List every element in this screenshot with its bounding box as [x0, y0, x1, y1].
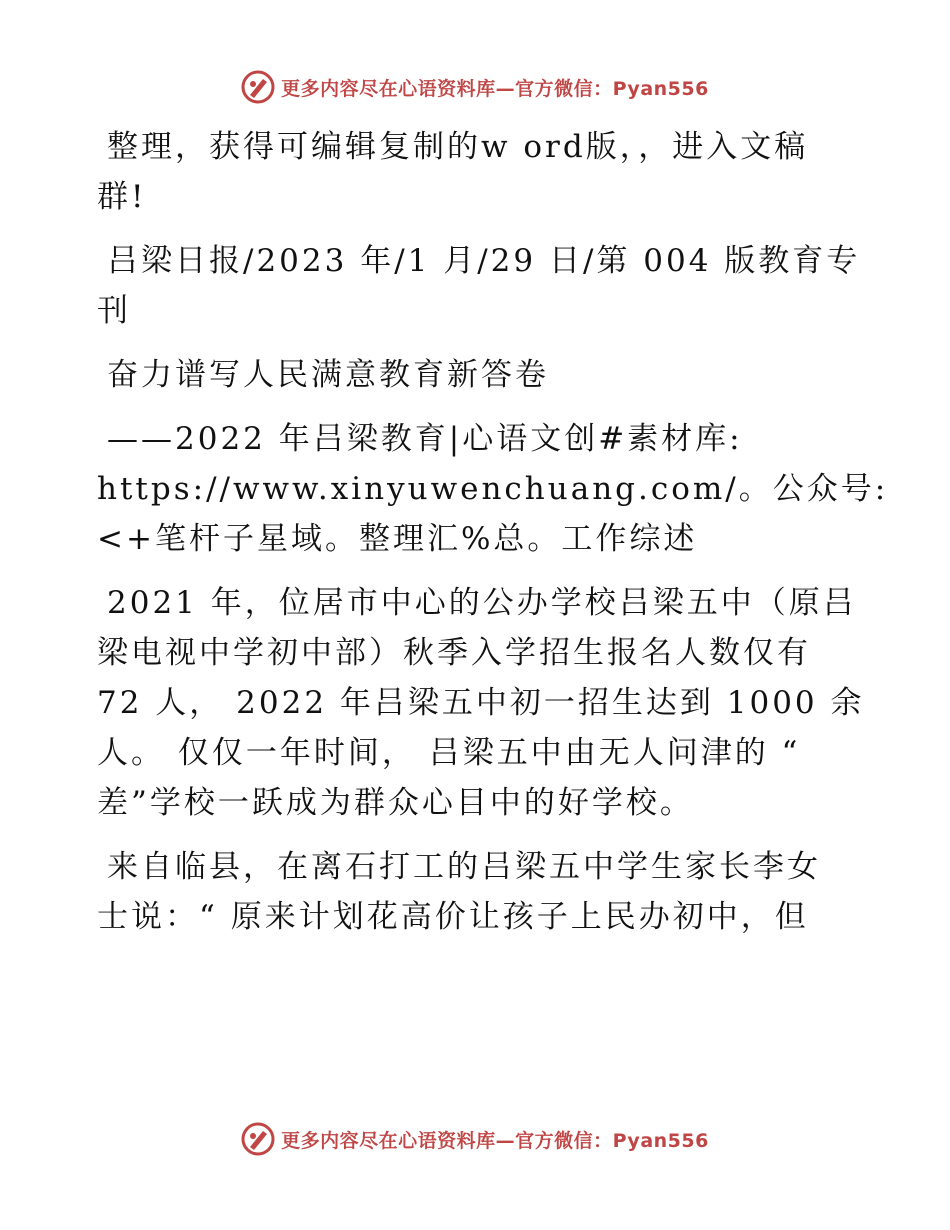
text-line: 整理，获得可编辑复制的w ord版，，进入文稿	[107, 129, 809, 165]
text-line: 梁电视中学初中部）秋季入学招生报名人数仅有	[97, 635, 811, 671]
text-line: https://www.xinyuwenchuang.com/。公众号:	[97, 471, 889, 507]
footer-banner	[0, 1122, 950, 1156]
paragraph-6	[97, 842, 857, 942]
text-line: <+笔杆子星域。整理汇%总。工作综述	[97, 521, 698, 557]
paragraph-title	[97, 350, 857, 400]
text-line: 人。 仅仅一年时间， 吕梁五中由无人问津的 “	[97, 735, 801, 771]
pen-logo-icon	[241, 1122, 275, 1156]
banner-text: 更多内容尽在心语资料库—官方微信：Pyan556	[281, 77, 709, 100]
text-line: 士说：“ 原来计划花高价让孩子上民办初中，但	[97, 899, 809, 935]
paragraph-1	[97, 122, 857, 222]
text-line: 群!	[97, 179, 147, 215]
article-title: 奋力谱写人民满意教育新答卷	[107, 357, 549, 393]
paragraph-subtitle	[97, 414, 889, 564]
text-line: 吕梁日报/2023 年/1 月/29 日/第 004 版教育专	[107, 243, 861, 279]
banner-text: 更多内容尽在心语资料库—官方微信：Pyan556	[281, 1129, 709, 1152]
text-line: 差”学校一跃成为群众心目中的好学校。	[97, 785, 694, 821]
text-line: 2021 年，位居市中心的公办学校吕梁五中（原吕	[107, 585, 857, 621]
text-line: 72 人， 2022 年吕梁五中初一招生达到 1000 余	[97, 685, 865, 721]
text-line: 刊	[97, 293, 131, 329]
pen-logo-icon	[241, 70, 275, 104]
paragraph-2	[97, 236, 861, 336]
paragraph-5	[97, 578, 865, 828]
text-line: 来自临县，在离石打工的吕梁五中学生家长李女	[107, 849, 821, 885]
header-banner	[0, 70, 950, 104]
text-line: ——2022 年吕梁教育|心语文创#素材库:	[107, 421, 743, 457]
document-body	[97, 122, 889, 956]
